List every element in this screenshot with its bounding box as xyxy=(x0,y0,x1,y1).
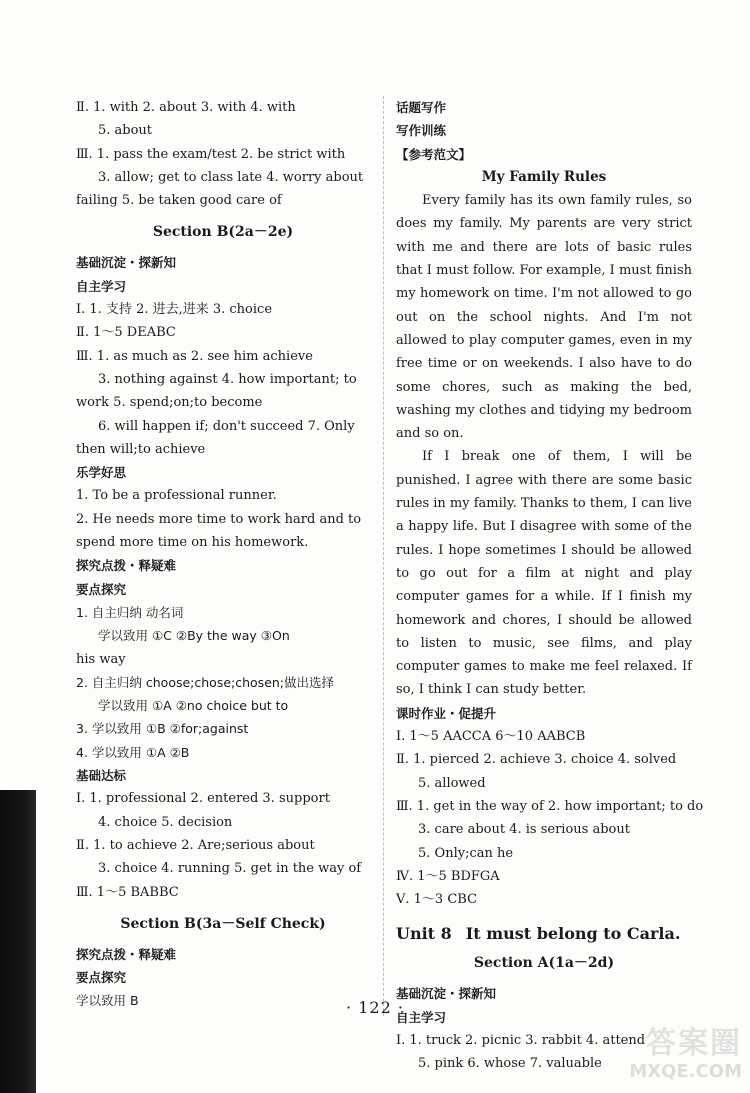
answer-line: Ⅰ. 1. truck 2. picnic 3. rabbit 4. attend xyxy=(396,1032,646,1048)
subsection-heading: 乐学好思 xyxy=(76,465,127,481)
answer-line: spend more time on his homework. xyxy=(76,535,309,551)
answer-line: 2. 自主归纳 choose;chose;chosen;做出选择 xyxy=(76,674,335,690)
answer-line: Ⅰ. 1～5 AACCA 6～10 AABCB xyxy=(396,729,586,745)
answer-line: Ⅳ. 1～5 BDFGA xyxy=(396,868,500,884)
subsection-heading: 要点探究 xyxy=(76,581,127,597)
answer-line: Ⅱ. 1～5 DEABC xyxy=(76,325,176,341)
watermark xyxy=(602,1027,742,1089)
unit-name: It must belong to Carla. xyxy=(465,924,681,944)
answer-line: 5. about xyxy=(98,123,153,139)
answer-line: 3. nothing against 4. how important; to xyxy=(98,371,357,387)
answer-line: Ⅰ. 1. professional 2. entered 3. support xyxy=(76,791,330,807)
subsection-heading: 探究点拨・释疑难 xyxy=(76,946,177,962)
section-title: Section B(3a－Self Check) xyxy=(120,915,326,932)
answer-line: 2. He needs more time to work hard and to xyxy=(76,511,362,527)
answer-line: Ⅲ. 1. pass the exam/test 2. be strict with xyxy=(76,146,346,162)
essay-paragraph: If I break one of them, I will be punished. I agree with there are some basic rules in my family. Thanks to them, I can live a happy life. But I disagree with some of the rules. I hope sometimes I should be allowed to go out for a film at night and play computer games for a while. If I finish my homework and chores, I should be allowed to listen to music, see films, and play computer games to make me feel relaxed. If so, I think I can study better. xyxy=(396,449,692,698)
model-essay-tag: 【参考范文】 xyxy=(396,146,472,162)
answer-line: Ⅲ. 1. as much as 2. see him achieve xyxy=(76,348,313,364)
answer-line: 6. will happen if; don't succeed 7. Only xyxy=(98,418,355,434)
answer-line: 4. 学以致用 ①A ②B xyxy=(76,744,190,760)
subsection-heading: 基础沉淀・探新知 xyxy=(396,986,497,1002)
subsection-heading: 课时作业・促提升 xyxy=(396,705,497,721)
answer-line: 4. choice 5. decision xyxy=(98,814,233,830)
subsection-heading: 要点探究 xyxy=(76,970,127,986)
column-divider xyxy=(383,96,384,1016)
essay-paragraph: Every family has its own family rules, so does my family. My parents are very strict with me and there are lots of basic rules that I must follow. For example, I must finish my homework on time. I'm not allowed to go out on the school nights. And I'm not allowed to play computer games, even in my free time or on weekends. I also have to do some chores, such as making the bed, washing my clothes and tidying my bedroom and so on. xyxy=(396,193,692,442)
answer-line: Ⅱ. 1. pierced 2. achieve 3. choice 4. solved xyxy=(396,752,677,768)
subsection-heading: 基础达标 xyxy=(76,768,127,784)
unit-title xyxy=(396,921,692,947)
answer-line: failing 5. be taken good care of xyxy=(76,193,282,209)
answer-line: 5. Only;can he xyxy=(418,845,514,861)
answer-line: Ⅱ. 1. to achieve 2. Are;serious about xyxy=(76,837,315,853)
answer-line: 学以致用 ①A ②no choice but to xyxy=(98,698,289,714)
subsection-heading: 基础沉淀・探新知 xyxy=(76,255,177,271)
section-title: Section A(1a－2d) xyxy=(473,955,615,972)
answer-line: his way xyxy=(76,651,126,667)
section-title: Section B(2a－2e) xyxy=(152,224,294,241)
answer-line: Ⅱ. 1. with 2. about 3. with 4. with xyxy=(76,100,296,115)
subsection-heading: 自主学习 xyxy=(76,278,127,294)
answer-line: 学以致用 ①C ②By the way ③On xyxy=(98,628,290,644)
answer-line: 1. To be a professional runner. xyxy=(76,488,277,504)
subsection-heading: 写作训练 xyxy=(396,123,447,139)
answer-line: Ⅴ. 1～3 CBC xyxy=(396,892,478,908)
subsection-heading: 自主学习 xyxy=(396,1009,447,1025)
watermark-logo: 答案圈 xyxy=(646,1026,742,1061)
unit-number: Unit 8 xyxy=(396,924,452,944)
watermark-url: MXQE.COM xyxy=(629,1061,742,1082)
answer-line: Ⅲ. 1～5 BABBC xyxy=(76,884,179,900)
essay-title: My Family Rules xyxy=(481,168,607,185)
answer-line: Ⅰ. 1. 支持 2. 进去,进来 3. choice xyxy=(76,302,273,318)
subsection-heading: 话题写作 xyxy=(396,100,447,115)
answer-line: 3. choice 4. running 5. get in the way of xyxy=(98,861,362,877)
answer-line: 3. care about 4. is serious about xyxy=(418,822,630,838)
answer-line: Ⅲ. 1. get in the way of 2. how important; to do xyxy=(396,798,704,814)
left-column xyxy=(76,96,370,1013)
answer-line: 5. allowed xyxy=(418,775,486,791)
answer-line: 3. 学以致用 ①B ②for;against xyxy=(76,721,249,737)
subsection-heading: 探究点拨・释疑难 xyxy=(76,558,177,574)
answer-line: 5. pink 6. whose 7. valuable xyxy=(418,1056,602,1072)
answer-line: 1. 自主归纳 动名词 xyxy=(76,604,184,620)
scan-edge-shadow xyxy=(0,790,36,1093)
page-number: · 122 · xyxy=(346,998,404,1017)
answer-line: 学以致用 B xyxy=(76,993,139,1009)
answer-line: then will;to achieve xyxy=(76,441,206,457)
answer-line: work 5. spend;on;to become xyxy=(76,395,263,411)
answer-line: 3. allow; get to class late 4. worry about xyxy=(98,169,364,185)
